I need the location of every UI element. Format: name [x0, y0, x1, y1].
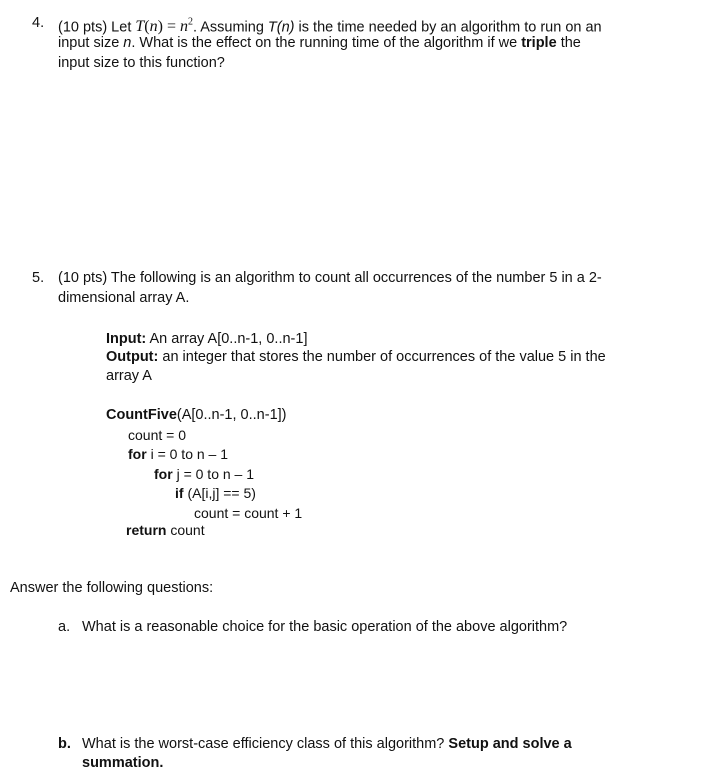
code-for-j: for j = 0 to n – 1	[154, 466, 255, 482]
answer-a-label: a.	[58, 619, 71, 635]
code-return: return count	[126, 522, 205, 538]
answer-a-text: What is a reasonable choice for the basic operation of the above algorithm?	[82, 619, 568, 635]
q4-number: 4.	[32, 15, 45, 31]
q5-number: 5.	[32, 270, 45, 286]
q4-line-1: (10 pts) Let $T(n) = n^2$. Assuming T(n) is the time needed by an algorithm to run on an	[58, 17, 602, 36]
q5-line-1: (10 pts) The following is an algorithm to count all occurrences of the number 5 in a 2-	[58, 270, 602, 286]
answer-b-label: b.	[58, 736, 71, 752]
q4-points: (10 pts) Let	[58, 19, 132, 36]
q5-input: Input: An array A[0..n-1, 0..n-1]	[106, 331, 308, 347]
code-for-i: for i = 0 to n – 1	[128, 446, 229, 462]
code-if: if (A[i,j] == 5)	[175, 485, 256, 501]
q4-equation: $T(n) = n^2$	[135, 17, 193, 36]
q4-Tn: T(n)	[267, 19, 295, 36]
code-increment: count = count + 1	[194, 505, 303, 521]
func-signature: CountFive(A[0..n-1, 0..n-1])	[106, 407, 287, 423]
q5-output-cont: array A	[106, 368, 152, 384]
answer-b-text: What is the worst-case efficiency class of this algorithm? Setup and solve a	[82, 736, 572, 752]
q5-output: Output: an integer that stores the number of occurrences of the value 5 in the	[106, 349, 606, 365]
q4-line-3: input size to this function?	[58, 55, 225, 71]
answer-heading: Answer the following questions:	[10, 580, 214, 596]
q4-triple: triple	[521, 35, 557, 51]
code-count-init: count = 0	[128, 427, 186, 443]
q5-line-2: dimensional array A.	[58, 290, 190, 306]
q4-line-2: input size n. What is the effect on the running time of the algorithm if we triple the	[58, 35, 581, 51]
answer-b-text-cont: summation.	[82, 755, 164, 771]
